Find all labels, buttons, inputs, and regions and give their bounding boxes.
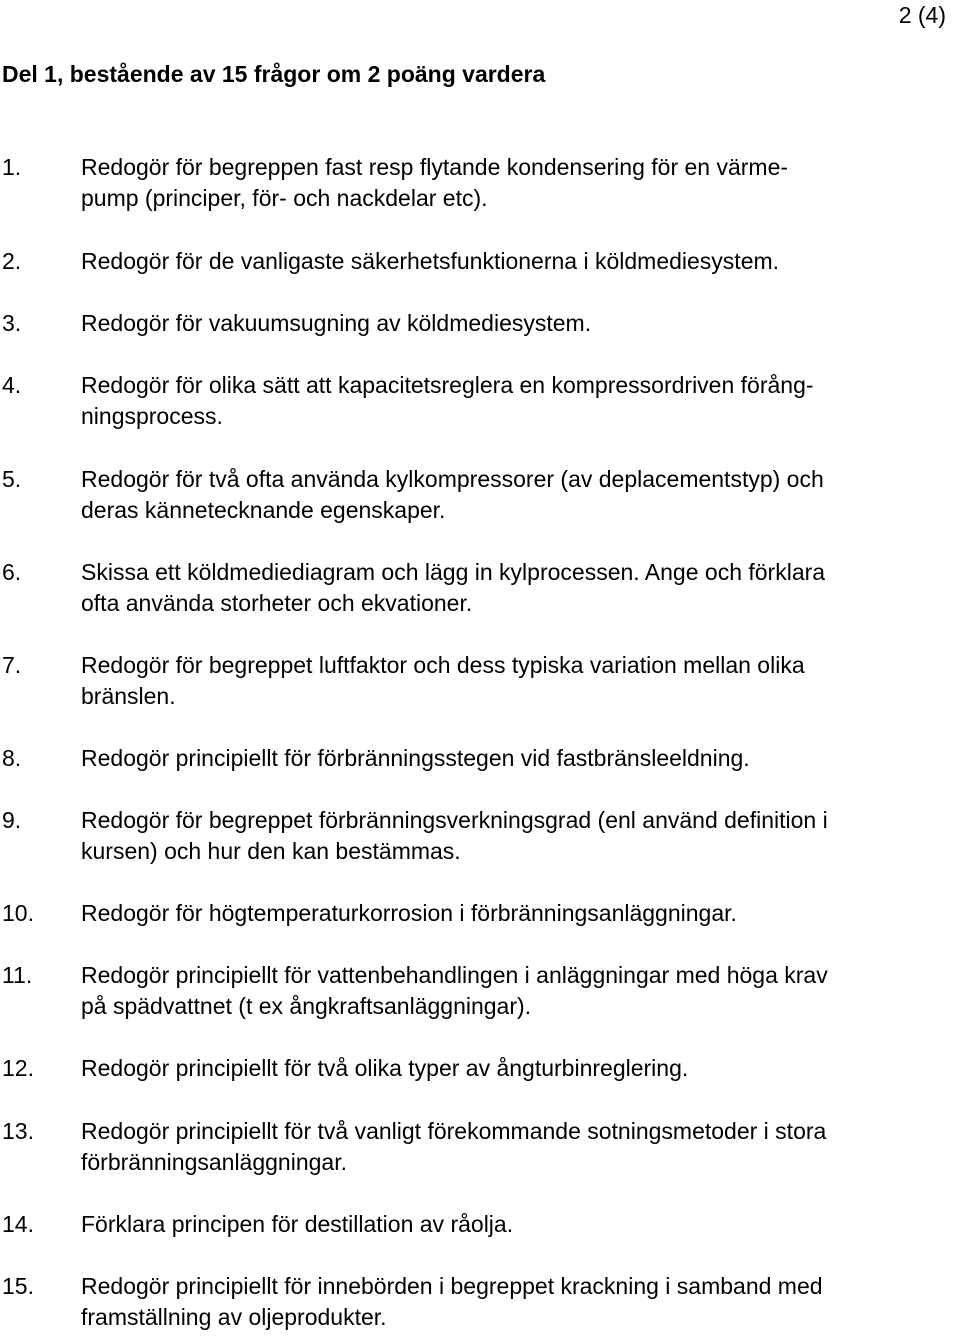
question-number: 7. xyxy=(2,652,22,678)
question-text xyxy=(81,650,957,712)
question-line: Redogör för de vanligaste säkerhetsfunktionerna i köldmediesystem. xyxy=(81,248,780,274)
question-line: Redogör för vakuumsugning av köldmediesystem. xyxy=(81,310,592,336)
question-text xyxy=(81,246,957,277)
question-number: 3. xyxy=(2,310,22,336)
question-number: 14. xyxy=(2,1211,34,1237)
question-number: 2. xyxy=(2,248,22,274)
question-number: 4. xyxy=(2,372,22,398)
question-number: 13. xyxy=(2,1118,34,1144)
question-line: Redogör för olika sätt att kapacitetsreglera en kompressordriven förång- xyxy=(81,372,814,398)
question-line: kursen) och hur den kan bestämmas. xyxy=(81,838,461,864)
question-text xyxy=(81,898,957,929)
question-line: Redogör för begreppet luftfaktor och dess typiska variation mellan olika xyxy=(81,652,805,678)
question-number: 12. xyxy=(2,1055,34,1081)
question-text xyxy=(81,1209,957,1240)
page-number: 2 (4) xyxy=(898,2,946,28)
question-number: 5. xyxy=(2,466,22,492)
question-line: Redogör för två ofta använda kylkompressorer (av deplacementstyp) och xyxy=(81,466,824,492)
question-line: Redogör för begreppen fast resp flytande kondensering för en värme- xyxy=(81,154,789,180)
question-line: bränslen. xyxy=(81,683,176,709)
question-line: Redogör principiellt för förbränningsstegen vid fastbränsleeldning. xyxy=(81,745,750,771)
question-line: ofta använda storheter och ekvationer. xyxy=(81,590,473,616)
question-line: pump (principer, för- och nackdelar etc). xyxy=(81,185,488,211)
question-text xyxy=(81,152,957,214)
question-text xyxy=(81,557,957,619)
question-line: Redogör principiellt för innebörden i begreppet krackning i samband med xyxy=(81,1273,823,1299)
question-number: 10. xyxy=(2,900,34,926)
question-text xyxy=(81,743,957,774)
question-number: 1. xyxy=(2,154,22,180)
question-text xyxy=(81,370,957,432)
question-number: 9. xyxy=(2,807,22,833)
question-line: på spädvattnet (t ex ångkraftsanläggningar). xyxy=(81,993,532,1019)
question-line: Redogör principiellt för två vanligt förekommande sotningsmetoder i stora xyxy=(81,1118,827,1144)
section-title: Del 1, bestående av 15 frågor om 2 poäng vardera xyxy=(2,61,546,87)
question-line: Förklara principen för destillation av råolja. xyxy=(81,1211,514,1237)
question-text xyxy=(81,1053,957,1084)
question-line: deras kännetecknande egenskaper. xyxy=(81,497,446,523)
question-text xyxy=(81,1271,957,1333)
question-line: Skissa ett köldmediediagram och lägg in kylprocessen. Ange och förklara xyxy=(81,559,826,585)
question-line: Redogör för begreppet förbränningsverkningsgrad (enl använd definition i xyxy=(81,807,828,833)
question-text xyxy=(81,308,957,339)
question-text xyxy=(81,464,957,526)
question-text xyxy=(81,1116,957,1178)
question-line: Redogör principiellt för vattenbehandlingen i anläggningar med höga krav xyxy=(81,962,828,988)
question-text xyxy=(81,805,957,867)
question-number: 11. xyxy=(2,962,33,988)
question-number: 15. xyxy=(2,1273,34,1299)
question-line: förbränningsanläggningar. xyxy=(81,1149,347,1175)
question-line: Redogör principiellt för två olika typer av ångturbinreglering. xyxy=(81,1055,689,1081)
question-line: framställning av oljeprodukter. xyxy=(81,1304,387,1330)
question-text xyxy=(81,960,957,1022)
question-line: Redogör för högtemperaturkorrosion i förbränningsanläggningar. xyxy=(81,900,737,926)
question-number: 8. xyxy=(2,745,22,771)
question-line: ningsprocess. xyxy=(81,403,223,429)
question-number: 6. xyxy=(2,559,22,585)
